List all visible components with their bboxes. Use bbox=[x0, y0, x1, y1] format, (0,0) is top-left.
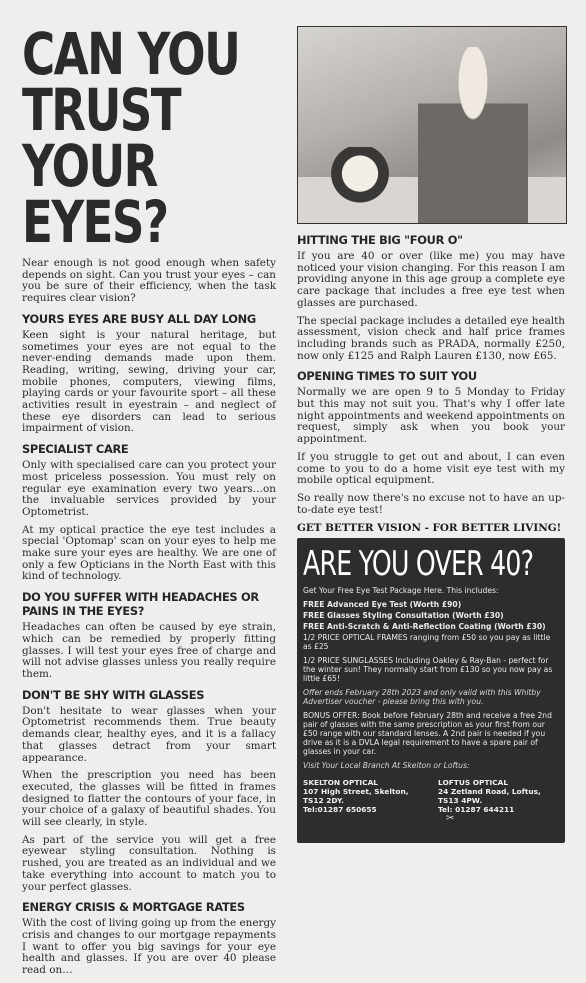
voucher-box bbox=[297, 538, 565, 843]
branch-loftus bbox=[438, 778, 559, 823]
feature-eye-test: FREE Advanced Eye Test (Worth £90) bbox=[303, 600, 462, 610]
four-o-paragraph-2: The special package includes a detailed eye health assessment, vision check and half price frames including brands such as PRADA, normally £250, now only £125 and Ralph Lauren £130, now £65. bbox=[297, 314, 565, 362]
main-headline bbox=[22, 20, 279, 256]
headline-line-3: EYES? bbox=[22, 188, 168, 256]
voucher-subtitle: Get Your Free Eye Test Package Here. This includes: bbox=[303, 586, 499, 596]
vintage-photo bbox=[297, 26, 567, 224]
opening-paragraph-3: So really now there's no excuse not to have an up-to-date eye test! bbox=[297, 491, 565, 516]
energy-paragraph: With the cost of living going up from the energy crisis and changes to our mortgage repayments I want to offer you big savings for your eye health and glasses. If you are over 40 please read on… bbox=[22, 917, 276, 977]
scissors-icon: ✂ bbox=[446, 813, 455, 825]
feature-styling: FREE Glasses Styling Consultation (Worth £30) bbox=[303, 611, 504, 621]
tagline: GET BETTER VISION - FOR BETTER LIVING! bbox=[297, 522, 562, 535]
branch-skelton-tel: Tel:01287 650655 bbox=[303, 805, 377, 815]
branch-loftus-address: 24 Zetland Road, Loftus, TS13 4PW. bbox=[438, 787, 541, 806]
bonus-offer: BONUS OFFER: Book before February 28th and receive a free 2nd pair of glasses with the same prescription as your first from our £50 range with our standard lenses. A 2nd pair is needed if you drive as it is a DVLA legal requirement to have a spare pair of glasses in your car. bbox=[303, 711, 552, 757]
shy-paragraph-2: When the prescription you need has been executed, the glasses will be fitted in frames designed to flatter the contours of your face, in your choice of a galaxy of beautiful shades. You will see clearly, in style. bbox=[22, 769, 276, 829]
branches bbox=[303, 778, 559, 823]
branch-skelton bbox=[303, 778, 424, 823]
shy-paragraph-3: As part of the service you will get a free eyewear styling consultation. Nothing is rushed, you are treated as an individual and we take everything into account to match you to your perfect glasses. bbox=[22, 833, 276, 893]
section-heading-shy: DON'T BE SHY WITH GLASSES bbox=[22, 687, 205, 702]
branch-loftus-name: LOFTUS OPTICAL bbox=[438, 778, 509, 788]
section-heading-four-o: HITTING THE BIG "FOUR O" bbox=[297, 233, 463, 247]
intro-paragraph: Near enough is not good enough when safety depends on sight. Can you trust your eyes – can you be sure of their efficiency, when the task requires clear vision? bbox=[22, 257, 276, 305]
half-price-frames: 1/2 PRICE OPTICAL FRAMES ranging from £50 so you pay as little as £25 bbox=[303, 633, 551, 652]
specialist-paragraph-1: Only with specialised care can you protect your most priceless possession. You must rely on regular eye examination every two years…on the invaluable services provided by your Optometrist. bbox=[22, 459, 276, 518]
photo-woman bbox=[418, 47, 528, 223]
visit-branch: Visit Your Local Branch At Skelton or Loftus: bbox=[303, 761, 470, 771]
left-column bbox=[22, 20, 276, 983]
busy-paragraph: Keen sight is your natural heritage, but sometimes your eyes are not equal to the never-ending demands made upon them. Reading, writing, sewing, driving your car, mobile phones, computers, viewing films, playing cards or your favourite sport – all these activities result in eyestrain – and neglect of these eye disorders can lead to serious impairment of vision. bbox=[22, 328, 276, 435]
offer-ends: Offer ends February 28th 2023 and only valid with this Whitby Advertiser voucher - please bring this with you. bbox=[303, 688, 541, 707]
headline-line-1: CAN YOU bbox=[22, 20, 240, 88]
branch-skelton-name: SKELTON OPTICAL bbox=[303, 778, 379, 788]
section-heading-specialist: SPECIALIST CARE bbox=[22, 442, 129, 457]
right-column bbox=[297, 26, 565, 843]
section-heading-energy: ENERGY CRISIS & MORTGAGE RATES bbox=[22, 900, 245, 915]
section-heading-busy: YOURS EYES ARE BUSY ALL DAY LONG bbox=[22, 311, 256, 326]
branch-skelton-address: 107 High Street, Skelton, TS12 2DY. bbox=[303, 787, 409, 806]
headaches-paragraph: Headaches can often be caused by eye strain, which can be remedied by properly fitting glasses. I will test your eyes free of charge and will not advise glasses unless you really require them. bbox=[22, 621, 276, 680]
opening-paragraph-2: If you struggle to get out and about, I can even come to you to do a home visit eye test with my mobile optical equipment. bbox=[297, 450, 565, 487]
photo-child bbox=[320, 147, 400, 223]
section-heading-opening: OPENING TIMES TO SUIT YOU bbox=[297, 369, 477, 384]
feature-coating: FREE Anti-Scratch & Anti-Reflection Coating (Worth £30) bbox=[303, 622, 546, 632]
specialist-paragraph-2: At my optical practice the eye test includes a special 'Optomap' scan on your eyes to help me make sure your eyes are healthy. We are one of only a few Opticians in the North East with this kind of technology. bbox=[22, 523, 276, 583]
branch-loftus-tel: Tel: 01287 644211 bbox=[438, 805, 515, 815]
shy-paragraph-1: Don't hesitate to wear glasses when your Optometrist recommends them. True beauty demands clear, healthy eyes, and it is a fallacy that glasses detract from your smart appearance. bbox=[22, 704, 276, 764]
voucher-title: ARE YOU OVER 40? bbox=[303, 544, 534, 585]
half-price-sunglasses: 1/2 PRICE SUNGLASSES Including Oakley & Ray-Ban - perfect for the winter sun! They normally start from £130 so you now pay as little £65! bbox=[303, 656, 553, 684]
opening-paragraph-1: Normally we are open 9 to 5 Monday to Friday but this may not suit you. That's why I offer late night appointments and weekend appointments on request, simply ask when you book your appointment. bbox=[297, 386, 565, 446]
section-heading-headaches: DO YOU SUFFER WITH HEADACHES OR PAINS IN THE EYES? bbox=[22, 590, 259, 619]
headline-line-2: TRUST YOUR bbox=[22, 76, 181, 200]
four-o-paragraph-1: If you are 40 or over (like me) you may have noticed your vision changing. For this reason I am providing anyone in this age group a complete eye care package that includes a free eye test when glasses are purchased. bbox=[297, 250, 565, 309]
